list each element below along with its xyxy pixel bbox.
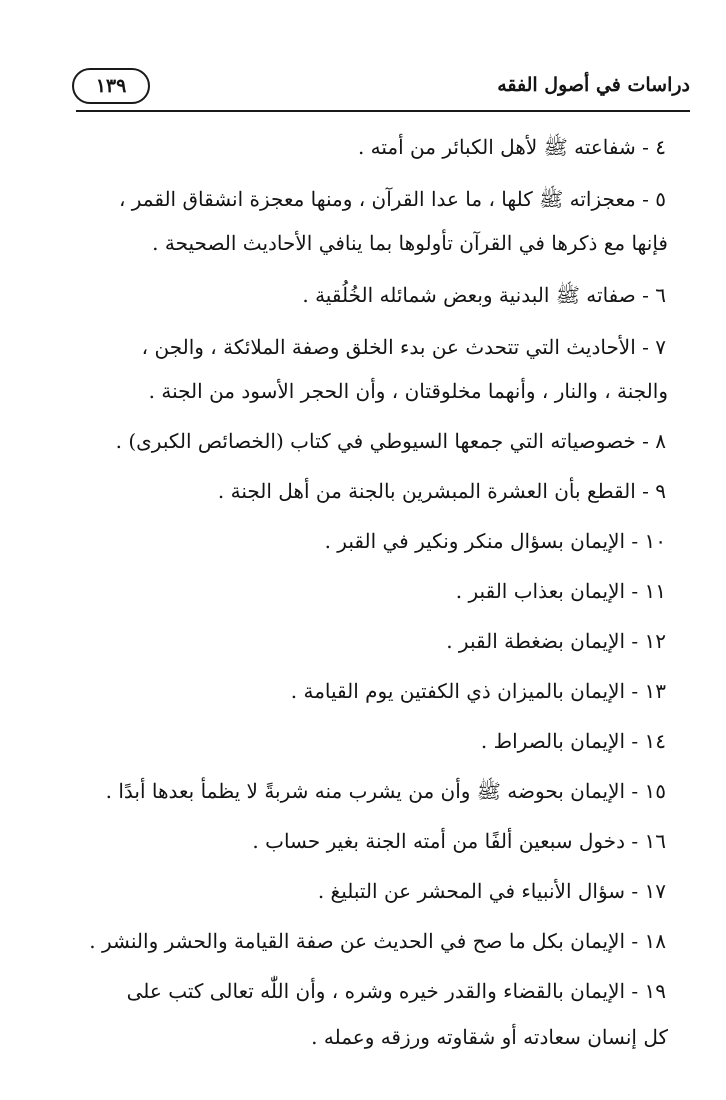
list-item-14: ١٤ - الإيمان بالصراط .: [480, 729, 666, 753]
page-header: [70, 64, 690, 112]
list-item-5-line-2: فإنها مع ذكرها في القرآن تأولوها بما ينافي الأحاديث الصحيحة .: [152, 231, 668, 255]
list-item-8: ٨ - خصوصياته التي جمعها السيوطي في كتاب (الخصائص الكبرى) .: [115, 429, 666, 453]
header-rule: [76, 110, 690, 112]
list-item-9: ٩ - القطع بأن العشرة المبشرين بالجنة من أهل الجنة .: [217, 479, 666, 503]
list-item-15: ١٥ - الإيمان بحوضه ﷺ وأن من يشرب منه شربةً لا يظمأ بعدها أبدًا .: [105, 779, 666, 803]
running-title: دراسات في أصول الفقه: [497, 74, 690, 96]
list-item-18: ١٨ - الإيمان بكل ما صح في الحديث عن صفة القيامة والحشر والنشر .: [89, 929, 666, 953]
list-item-10: ١٠ - الإيمان بسؤال منكر ونكير في القبر .: [324, 529, 666, 553]
list-item-19-line-2: كل إنسان سعادته أو شقاوته ورزقه وعمله .: [311, 1025, 668, 1049]
page-number-badge: ١٣٩: [72, 68, 150, 104]
list-item-4: ٤ - شفاعته ﷺ لأهل الكبائر من أمته .: [357, 135, 666, 159]
list-item-12: ١٢ - الإيمان بضغطة القبر .: [446, 629, 666, 653]
list-item-7-line-1: ٧ - الأحاديث التي تتحدث عن بدء الخلق وصفة الملائكة ، والجن ،: [141, 335, 666, 359]
list-item-6: ٦ - صفاته ﷺ البدنية وبعض شمائله الخُلُقية .: [302, 283, 666, 307]
list-item-17: ١٧ - سؤال الأنبياء في المحشر عن التبليغ .: [317, 879, 666, 903]
list-item-13: ١٣ - الإيمان بالميزان ذي الكفتين يوم القيامة .: [290, 679, 666, 703]
list-item-11: ١١ - الإيمان بعذاب القبر .: [455, 579, 666, 603]
list-item-5-line-1: ٥ - معجزاته ﷺ كلها ، ما عدا القرآن ، ومنها معجزة انشقاق القمر ،: [118, 187, 666, 211]
list-item-19-line-1: ١٩ - الإيمان بالقضاء والقدر خيره وشره ، وأن اللّٰه تعالى كتب على: [126, 979, 666, 1003]
list-item-7-line-2: والجنة ، والنار ، وأنهما مخلوقتان ، وأن الحجر الأسود من الجنة .: [148, 379, 668, 403]
list-item-16: ١٦ - دخول سبعين ألفًا من أمته الجنة بغير حساب .: [252, 829, 666, 853]
